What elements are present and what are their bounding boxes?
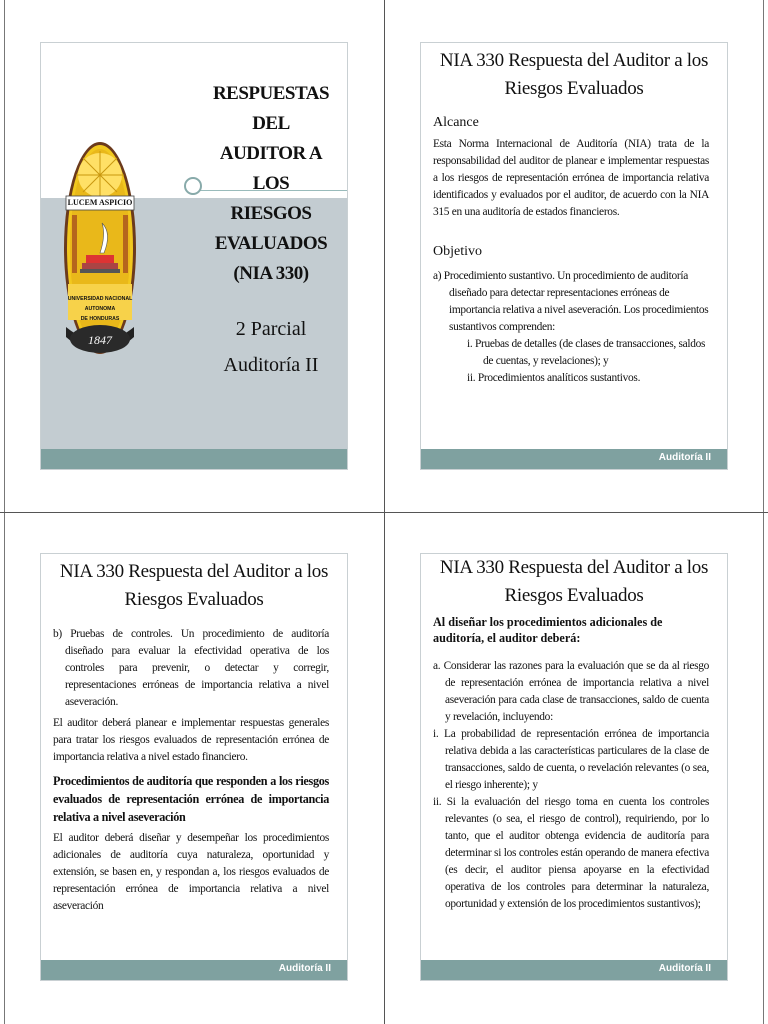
slide-2[interactable] <box>420 42 728 470</box>
slide-3-body <box>53 626 329 915</box>
objective-item-i: i. Pruebas de detalles (de clases de transacciones, saldos de cuentas, y revelaciones); y <box>467 338 706 367</box>
procedures-paragraph: El auditor deberá diseñar y desempeñar los procedimientos adicionales de auditoría cuya naturaleza, oportunidad y extensión, se basen en, y respondan a, los riesgos evaluados de representación errónea de importancia relativa a nivel aseveración <box>53 832 329 912</box>
slide-4[interactable] <box>420 553 728 981</box>
consider-reasons-item: a. Considerar las razones para la evaluación que se da al riesgo de representación errónea de importancia relativa a nivel aseveración para cada clase de transacciones, saldo de cuenta y revelación, incluyendo: <box>433 660 709 723</box>
objective-item-a: a) Procedimiento sustantivo. Un procedimiento de auditoría diseñado para detectar representaciones erróneas de importancia relativa a nivel aseveración. Los procedimientos sustantivos comprenden: <box>433 270 709 333</box>
inherent-risk-item: i. La probabilidad de representación errónea de importancia relativa debida a las características particulares de la clase de transacciones, saldo de cuenta, o revelación relevantes (o sea, el riesgo inherente); y <box>433 728 709 791</box>
logo-name-1: UNIVERSIDAD NACIONAL <box>67 296 133 302</box>
logo-name-2: AUTONOMA <box>84 306 116 312</box>
objective-heading: Objetivo <box>433 244 482 259</box>
scope-text: Esta Norma Internacional de Auditoría (NIA) trata de la responsabilidad del auditor de planear e implementar respuestas a los riesgos de representación errónea de importancia relativa identificados y evaluados por el auditor, de acuerdo con la NIA 315 en una auditoría de estados financieros. <box>433 138 709 218</box>
objective-list <box>433 268 709 387</box>
university-seal-logo <box>62 141 138 355</box>
procedures-heading: Procedimientos de auditoría que responden a los riesgos evaluados de representación errónea de importancia relativa a nivel aseveración <box>53 774 329 824</box>
ring-icon <box>184 177 202 195</box>
slide-4-title: NIA 330 Respuesta del Auditor a los Riesgos Evaluados <box>439 557 709 606</box>
slide-3[interactable] <box>40 553 348 981</box>
slide-4-heading: Al diseñar los procedimientos adicionales de auditoría, el auditor deberá: <box>433 615 663 645</box>
slide-2-title: NIA 330 Respuesta del Auditor a los Riesgos Evaluados <box>439 50 709 99</box>
logo-motto: LUCEM ASPICIO <box>67 198 133 207</box>
slide-1-footer <box>41 449 347 469</box>
general-responses-paragraph: El auditor deberá planear e implementar respuestas generales para tratar los riesgos evaluados de representación errónea de importancia relativa a nivel estado financiero. <box>53 717 329 763</box>
scope-heading: Alcance <box>433 115 479 130</box>
control-risk-item: ii. Si la evaluación del riesgo toma en cuenta los controles relevantes (o sea, el riesgo de control), requiriendo, por lo tanto, que el auditor obtenga evidencia de auditoría para determinar si los controles están operando de manera efectiva (es decir, el auditor piensa apoyarse en la efectividad operativa de los controles para determinar la naturaleza, oportunidad y extensión de los procedimientos sustantivos); <box>433 796 709 910</box>
slide-1[interactable] <box>40 42 348 470</box>
slide-2-footer: Auditoría II <box>421 449 727 469</box>
slide-4-list <box>433 658 709 913</box>
slide-1-title: RESPUESTAS DEL AUDITOR A LOS RIESGOS EVALUADOS (NIA 330) <box>212 83 330 284</box>
slide-1-subtitle: 2 Parcial Auditoría II <box>223 318 319 376</box>
page-divider-horizontal <box>0 512 768 513</box>
slide-4-footer: Auditoría II <box>421 960 727 980</box>
tests-of-controls: b) Pruebas de controles. Un procedimiento de auditoría diseñado para evaluar la efectividad operativa de los controles para prevenir, o detectar y corregir, representaciones erróneas de importancia relativa a nivel aseveración. <box>53 628 329 708</box>
logo-year: 1847 <box>88 333 112 347</box>
slide-3-footer: Auditoría II <box>41 960 347 980</box>
slide-3-title: NIA 330 Respuesta del Auditor a los Riesgos Evaluados <box>59 561 329 610</box>
objective-item-ii: ii. Procedimientos analíticos sustantivos. <box>467 372 641 384</box>
logo-name-3: DE HONDURAS <box>80 316 120 322</box>
